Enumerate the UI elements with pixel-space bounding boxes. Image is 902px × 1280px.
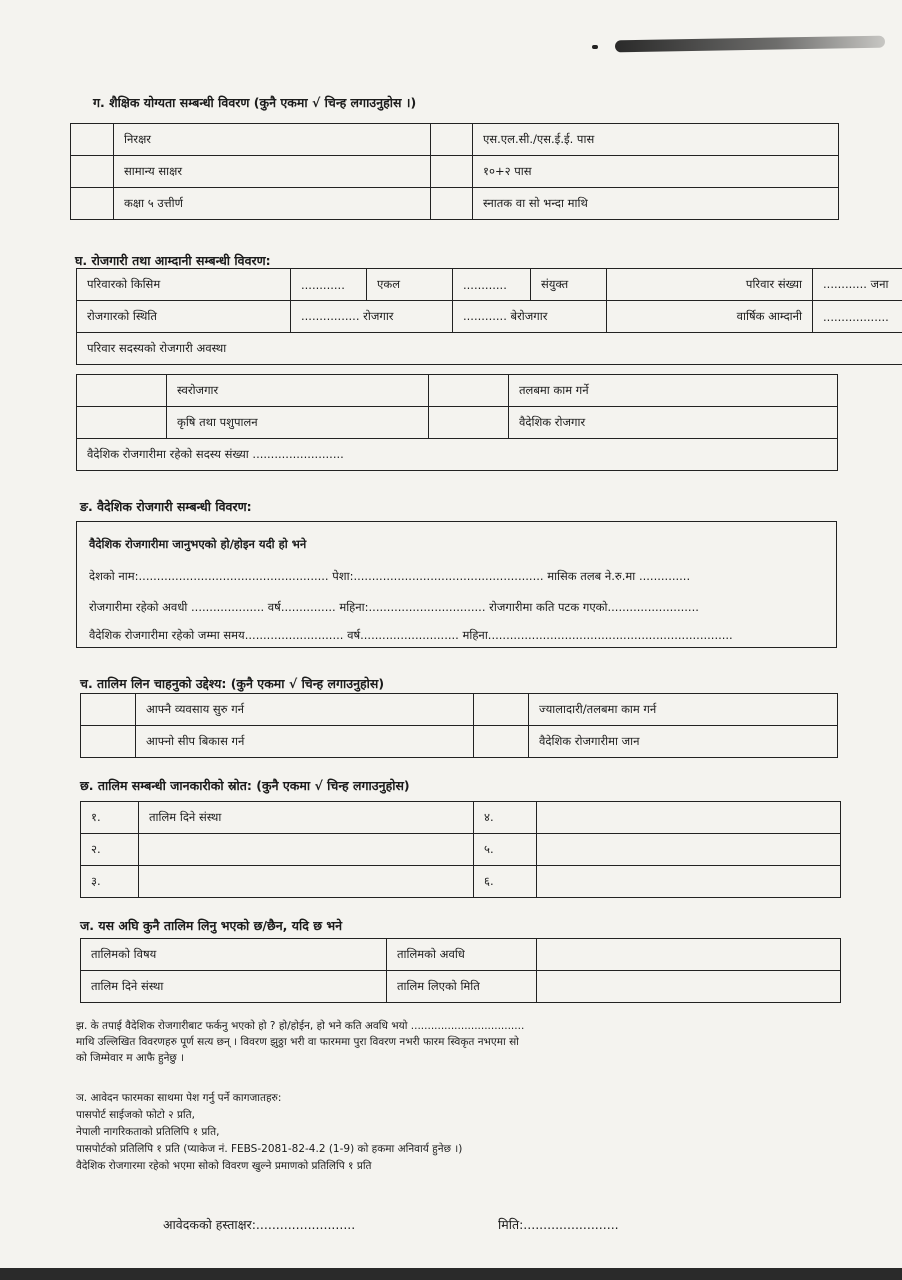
checkbox-cell[interactable] bbox=[71, 156, 114, 188]
education-option: १०+२ पास bbox=[473, 156, 839, 188]
source-number: ३. bbox=[81, 866, 139, 898]
section-ga-title: ग. शैक्षिक योग्यता सम्बन्धी विवरण (कुनै एकमा √ चिन्ह लगाउनुहोस ।) bbox=[93, 95, 417, 110]
purpose-option: आफ्नै व्यवसाय सुरु गर्न bbox=[136, 694, 474, 726]
member-option: स्वरोजगार bbox=[167, 375, 429, 407]
purpose-option: ज्यालादारी/तलबमा काम गर्न bbox=[529, 694, 838, 726]
section-cha-title: च. तालिम लिन चाहनुको उद्देश्य: (कुनै एकमा √ चिन्ह लगाउनुहोस) bbox=[80, 676, 385, 691]
source-field[interactable] bbox=[537, 802, 841, 834]
checkbox-cell[interactable] bbox=[474, 726, 529, 758]
source-number: २. bbox=[81, 834, 139, 866]
member-option: कृषि तथा पशुपालन bbox=[167, 407, 429, 439]
training-institute-label[interactable]: तालिम दिने संस्था bbox=[81, 971, 387, 1003]
source-field[interactable] bbox=[139, 866, 474, 898]
checkbox-cell[interactable] bbox=[431, 124, 473, 156]
scan-edge bbox=[0, 1268, 902, 1280]
scan-mark bbox=[615, 36, 885, 53]
returned-question[interactable]: झ. के तपाई वैदेशिक रोजगारीबाट फर्कनु भएको हो ? हो/होईन, हो भने कति अवधि भयो .................................. bbox=[76, 1020, 525, 1032]
document-item: पासपोर्टको प्रतिलिपि १ प्रति (प्याकेज नं. FEBS-2081-82-4.2 (1-9) को हकमा अनिवार्य हुनेछ ।) bbox=[76, 1143, 463, 1155]
education-option: निरक्षर bbox=[114, 124, 431, 156]
foreign-member-count[interactable]: वैदेशिक रोजगारीमा रहेको सदस्य संख्या ......................... bbox=[77, 439, 838, 471]
source-field[interactable] bbox=[537, 866, 841, 898]
scan-dot bbox=[592, 45, 598, 49]
source-number: १. bbox=[81, 802, 139, 834]
purpose-option: वैदेशिक रोजगारीमा जान bbox=[529, 726, 838, 758]
member-option: तलबमा काम गर्ने bbox=[509, 375, 838, 407]
family-type-single-field[interactable]: ............ bbox=[291, 269, 367, 301]
family-type-joint-field[interactable]: ............ bbox=[453, 269, 531, 301]
education-option: कक्षा ५ उत्तीर्ण bbox=[114, 188, 431, 220]
education-table bbox=[70, 123, 839, 220]
training-duration-field[interactable] bbox=[537, 939, 841, 971]
training-subject-label[interactable]: तालिमको विषय bbox=[81, 939, 387, 971]
family-type-label: परिवारको किसिम bbox=[77, 269, 291, 301]
source-number: ६. bbox=[474, 866, 537, 898]
checkbox-cell[interactable] bbox=[429, 407, 509, 439]
checkbox-cell[interactable] bbox=[81, 726, 136, 758]
family-count-field[interactable]: ............ जना bbox=[813, 269, 902, 301]
foreign-employment-question: वैदेशिक रोजगारीमा जानुभएको हो/होइन यदी हो भने bbox=[89, 537, 307, 551]
source-field[interactable] bbox=[537, 834, 841, 866]
section-gha-title: घ. रोजगारी तथा आम्दानी सम्बन्धी विवरण: bbox=[75, 253, 271, 268]
checkbox-cell[interactable] bbox=[431, 156, 473, 188]
document-item: पासपोर्ट साईजको फोटो २ प्रति, bbox=[76, 1109, 195, 1121]
source-field[interactable]: तालिम दिने संस्था bbox=[139, 802, 474, 834]
family-count-label: परिवार संख्या bbox=[607, 269, 813, 301]
member-status-table bbox=[76, 374, 838, 471]
training-duration-label: तालिमको अवधि bbox=[387, 939, 537, 971]
total-time-line[interactable]: वैदेशिक रोजगारीमा रहेको जम्मा समय........................... वर्ष........................... महिना................................................................... bbox=[89, 628, 733, 642]
checkbox-cell[interactable] bbox=[71, 188, 114, 220]
member-option: वैदेशिक रोजगार bbox=[509, 407, 838, 439]
source-number: ५. bbox=[474, 834, 537, 866]
training-date-label: तालिम लिएको मिति bbox=[387, 971, 537, 1003]
education-option: सामान्य साक्षर bbox=[114, 156, 431, 188]
annual-income-field[interactable]: .................. bbox=[813, 301, 902, 333]
joint-label: संयुक्त bbox=[531, 269, 607, 301]
source-number: ४. bbox=[474, 802, 537, 834]
country-occupation-salary-line[interactable]: देशको नाम:.................................................... पेशा:.................................................... मासिक तलब ने.रु.मा .............. bbox=[89, 569, 691, 583]
employment-duration-line[interactable]: रोजगारीमा रहेको अवधी .................... वर्ष............... महिना:................................ रोजगारीमा कति पटक गएको......................... bbox=[89, 600, 699, 614]
section-chha-title: छ. तालिम सम्बन्धी जानकारीको स्रोत: (कुनै एकमा √ चिन्ह लगाउनुहोस) bbox=[80, 778, 410, 793]
employment-status-label: रोजगारको स्थिति bbox=[77, 301, 291, 333]
education-option: स्नातक वा सो भन्दा माथि bbox=[473, 188, 839, 220]
declaration-line: माथि उल्लिखित विवरणहरु पूर्ण सत्य छन् । विवरण झुठ्ठा भरी वा फारममा पुरा विवरण नभरी फारम स्विकृत नभएमा सो bbox=[76, 1036, 519, 1048]
purpose-option: आफ्नो सीप बिकास गर्न bbox=[136, 726, 474, 758]
source-field[interactable] bbox=[139, 834, 474, 866]
education-option: एस.एल.सी./एस.ई.ई. पास bbox=[473, 124, 839, 156]
annual-income-label: वार्षिक आम्दानी bbox=[607, 301, 813, 333]
checkbox-cell[interactable] bbox=[77, 407, 167, 439]
employment-table bbox=[76, 268, 902, 365]
training-purpose-table bbox=[80, 693, 838, 758]
documents-title: ञ. आवेदन फारमका साथमा पेश गर्नु पर्ने कागजातहरु: bbox=[76, 1092, 282, 1104]
info-source-table bbox=[80, 801, 841, 898]
section-ja-title: ज. यस अघि कुनै तालिम लिनु भएको छ/छैन, यदि छ भने bbox=[80, 918, 343, 933]
date-field[interactable]: मिति:........................ bbox=[498, 1217, 619, 1232]
checkbox-cell[interactable] bbox=[81, 694, 136, 726]
checkbox-cell[interactable] bbox=[77, 375, 167, 407]
checkbox-cell[interactable] bbox=[429, 375, 509, 407]
unemployed-field[interactable]: ............ बेरोजगार bbox=[453, 301, 607, 333]
member-status-label: परिवार सदस्यको रोजगारी अवस्था bbox=[77, 333, 902, 365]
checkbox-cell[interactable] bbox=[474, 694, 529, 726]
previous-training-table bbox=[80, 938, 841, 1003]
checkbox-cell[interactable] bbox=[431, 188, 473, 220]
applicant-signature-field[interactable]: आवेदकको हस्ताक्षर:......................... bbox=[163, 1217, 356, 1232]
single-label: एकल bbox=[367, 269, 453, 301]
document-item: वैदेशिक रोजगारमा रहेको भएमा सोको विवरण खुल्ने प्रमाणको प्रतिलिपि १ प्रति bbox=[76, 1160, 372, 1172]
employed-field[interactable]: ................ रोजगार bbox=[291, 301, 453, 333]
document-item: नेपाली नागरिकताको प्रतिलिपि १ प्रति, bbox=[76, 1126, 220, 1138]
declaration-line-2: को जिम्मेवार म आफै हुनेछु । bbox=[76, 1052, 185, 1064]
checkbox-cell[interactable] bbox=[71, 124, 114, 156]
section-nga-title: ङ. वैदेशिक रोजगारी सम्बन्धी विवरण: bbox=[80, 499, 252, 514]
training-date-field[interactable] bbox=[537, 971, 841, 1003]
